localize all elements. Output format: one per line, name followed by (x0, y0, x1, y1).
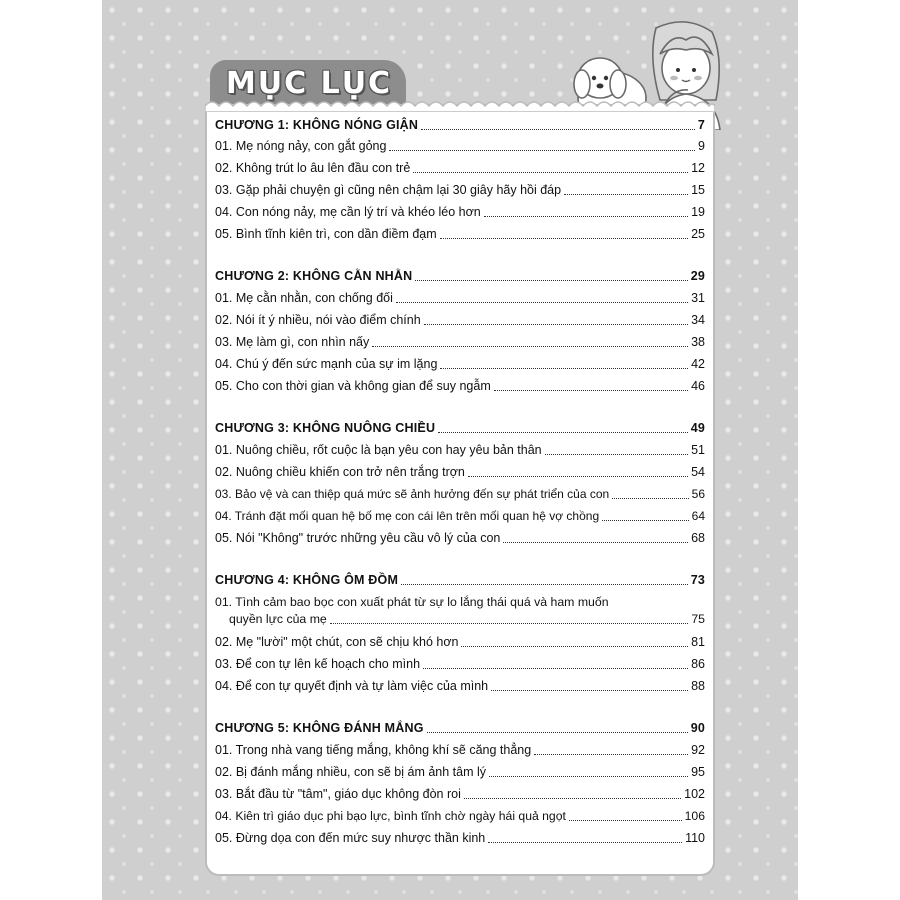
page-number: 88 (691, 679, 705, 693)
dot-leader (484, 216, 688, 217)
dot-leader (612, 498, 688, 499)
item-title: 02. Nuông chiều khiến con trở nên trắng trợn (215, 465, 465, 479)
item-title: 04. Tránh đặt mối quan hệ bố mẹ con cái lên trên mối quan hệ vợ chồng (215, 509, 600, 523)
page-number: 68 (691, 531, 705, 545)
item-title: 03. Gặp phải chuyện gì cũng nên chậm lại 30 giây hãy hồi đáp (215, 183, 562, 197)
toc-item[interactable] (215, 634, 705, 651)
toc-item[interactable] (215, 656, 705, 673)
item-title: 03. Bảo vệ và can thiệp quá mức sẽ ảnh hưởng đến sự phát triển của con (215, 487, 610, 501)
dot-leader (372, 346, 688, 347)
item-title: 02. Bị đánh mắng nhiều, con sẽ bị ám ảnh tâm lý (215, 765, 486, 779)
chapter-title: CHƯƠNG 5: KHÔNG ĐÁNH MẮNG (215, 721, 424, 735)
page-number: 81 (691, 635, 705, 649)
item-title: 05. Nói "Không" trước những yêu cầu vô lý của con (215, 531, 501, 545)
dot-leader (389, 150, 695, 151)
toc-item[interactable] (215, 678, 705, 695)
page-number: 106 (684, 809, 705, 823)
item-title: 04. Chú ý đến sức mạnh của sự im lặng (215, 357, 438, 371)
dot-leader (464, 798, 681, 799)
toc-item[interactable] (215, 182, 705, 199)
chapter-heading[interactable] (215, 420, 705, 437)
chapter-heading[interactable] (215, 720, 705, 737)
chapter-title: CHƯƠNG 3: KHÔNG NUÔNG CHIỀU (215, 421, 436, 435)
item-title: 04. Để con tự quyết định và tự làm việc của mình (215, 679, 489, 693)
toc-item[interactable] (215, 786, 705, 803)
item-title-continued: quyền lực của mẹ (229, 612, 327, 626)
dot-leader (413, 172, 688, 173)
dot-leader (401, 584, 688, 585)
page-number: 54 (691, 465, 705, 479)
chapter-title: CHƯƠNG 4: KHÔNG ÔM ĐỒM (215, 573, 399, 587)
dot-leader (424, 324, 688, 325)
toc-item[interactable] (215, 312, 705, 329)
page-number: 25 (691, 227, 705, 241)
page-number: 110 (685, 831, 705, 845)
page-number: 95 (691, 765, 705, 779)
item-title: 05. Bình tĩnh kiên trì, con dần điềm đạm (215, 227, 437, 241)
toc-item[interactable] (215, 764, 705, 781)
toc-item[interactable] (215, 226, 705, 243)
page-number: 86 (691, 657, 705, 671)
page-number: 19 (691, 205, 705, 219)
toc-item[interactable] (215, 290, 705, 307)
item-title: 02. Nói ít ý nhiều, nói vào điểm chính (215, 313, 421, 327)
toc-item[interactable] (215, 356, 705, 373)
dot-leader (503, 542, 688, 543)
page-number: 49 (690, 421, 705, 435)
page-number: 42 (691, 357, 705, 371)
item-title: 02. Mẹ "lười" một chút, con sẽ chịu khó hơn (215, 635, 459, 649)
toc-item[interactable] (215, 508, 705, 525)
dot-leader (491, 690, 688, 691)
item-title: 03. Bắt đầu từ "tâm", giáo dục không đòn roi (215, 787, 461, 801)
dot-leader (494, 390, 688, 391)
item-title: 01. Mẹ cằn nhằn, con chống đối (215, 291, 393, 305)
page-number: 12 (691, 161, 705, 175)
item-title-line2 (215, 611, 705, 628)
item-title-wrap (215, 594, 705, 628)
page-title: MỤC LỤC (225, 66, 393, 101)
dot-leader (488, 842, 682, 843)
dot-leader (534, 754, 688, 755)
dot-leader (564, 194, 688, 195)
page-number: 15 (691, 183, 705, 197)
item-title: 01. Tình cảm bao bọc con xuất phát từ sự lo lắng thái quá và ham muốn (215, 595, 609, 609)
item-title: 02. Không trút lo âu lên đầu con trẻ (215, 161, 411, 175)
dot-leader (421, 129, 695, 130)
dot-leader (396, 302, 688, 303)
toc-item[interactable] (215, 378, 705, 395)
page-number: 9 (698, 139, 705, 153)
dot-leader (545, 454, 688, 455)
toc-item[interactable] (215, 334, 705, 351)
page-number: 75 (691, 612, 705, 626)
toc-item[interactable] (215, 808, 705, 825)
chapter-heading[interactable] (215, 572, 705, 589)
chapter-heading[interactable] (215, 268, 705, 285)
page-number: 46 (691, 379, 705, 393)
dot-leader (427, 732, 688, 733)
toc-item[interactable] (215, 160, 705, 177)
item-title: 01. Nuông chiều, rốt cuộc là bạn yêu con hay yêu bản thân (215, 443, 542, 457)
toc-item[interactable] (215, 530, 705, 547)
toc-item[interactable] (215, 442, 705, 459)
page-number: 90 (690, 721, 705, 735)
page-number: 31 (691, 291, 705, 305)
toc-item[interactable] (215, 204, 705, 221)
page-number: 102 (684, 787, 705, 801)
dot-leader (602, 520, 689, 521)
page-number: 29 (690, 269, 705, 283)
toc-item[interactable] (215, 830, 705, 847)
toc-item[interactable] (215, 742, 705, 759)
toc-item[interactable] (215, 486, 705, 503)
toc-item[interactable] (215, 138, 705, 155)
item-title: 03. Để con tự lên kế hoạch cho mình (215, 657, 421, 671)
item-title: 05. Đừng dọa con đến mức suy nhược thần kinh (215, 831, 486, 845)
dot-leader (569, 820, 682, 821)
page-number: 38 (691, 335, 705, 349)
dot-leader (440, 238, 688, 239)
item-title: 05. Cho con thời gian và không gian để suy ngẫm (215, 379, 491, 393)
item-title: 04. Kiên trì giáo dục phi bạo lực, bình tĩnh chờ ngày hái quả ngọt (215, 809, 566, 823)
dot-leader (330, 623, 689, 624)
chapter-title: CHƯƠNG 2: KHÔNG CẰN NHẰN (215, 269, 413, 283)
dot-leader (440, 368, 688, 369)
item-title: 01. Trong nhà vang tiếng mắng, không khí sẽ căng thẳng (215, 743, 532, 757)
dot-leader (423, 668, 688, 669)
dot-leader (489, 776, 688, 777)
page-number: 92 (691, 743, 705, 757)
item-title: 03. Mẹ làm gì, con nhìn nấy (215, 335, 370, 349)
page-number: 56 (691, 487, 705, 501)
page-number: 34 (691, 313, 705, 327)
dot-leader (468, 476, 688, 477)
page-number: 64 (691, 509, 705, 523)
dot-leader (461, 646, 688, 647)
toc-item[interactable] (215, 464, 705, 481)
dot-leader (438, 432, 687, 433)
item-title: 04. Con nóng nảy, mẹ cần lý trí và khéo léo hơn (215, 205, 481, 219)
page-number: 73 (690, 573, 705, 587)
panel-scallop-edge (205, 98, 715, 112)
dot-leader (415, 280, 687, 281)
chapter-heading[interactable] (215, 117, 705, 134)
chapter-title: CHƯƠNG 1: KHÔNG NÓNG GIẬN (215, 118, 419, 132)
page-number: 51 (691, 443, 705, 457)
toc-item[interactable] (215, 594, 705, 628)
page-number: 7 (697, 118, 705, 132)
item-title: 01. Mẹ nóng nảy, con gắt gỏng (215, 139, 387, 153)
